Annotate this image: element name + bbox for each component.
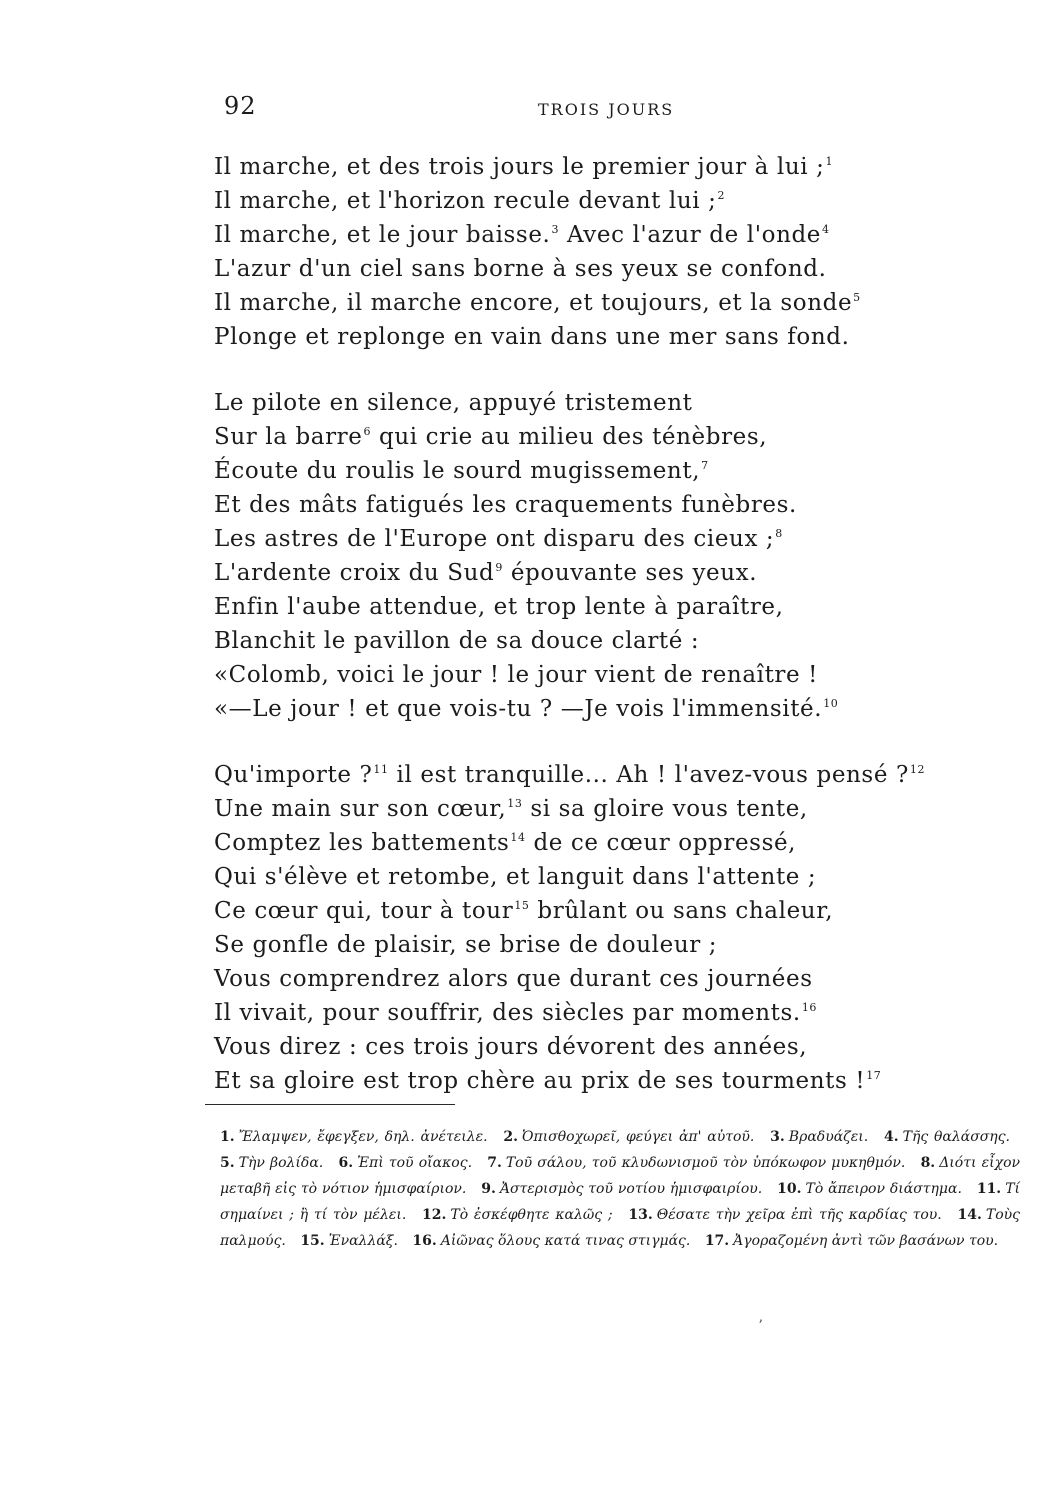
footnote-item	[300, 1233, 398, 1249]
footnote-text: Τοὺς παλμούς.	[220, 1207, 1021, 1249]
verse-line	[214, 894, 1014, 928]
verse-line	[214, 150, 1014, 184]
verse-line	[214, 624, 1014, 658]
footnote-text: Ἐναλλάξ.	[328, 1233, 398, 1249]
footnote-item	[487, 1155, 905, 1171]
footnote-text: Διότι εἶχον μεταβῆ εἰς τὸ νότιον ἡμισφαίριον.	[220, 1155, 1021, 1197]
verse-text: Vous comprendrez alors que durant ces journées	[214, 966, 813, 992]
verse-text: Qu'importe ?	[214, 762, 373, 788]
verse-line	[214, 692, 1014, 726]
footnote-reference: 14	[510, 831, 526, 844]
footnote-number: 8.	[920, 1155, 936, 1171]
footnote-item	[503, 1129, 754, 1145]
verse-text: L'azur d'un ciel sans borne à ses yeux se confond.	[214, 256, 827, 282]
verse-text: «—Le jour ! et que vois-tu ? —Je vois l'immensité.	[214, 696, 823, 722]
verse-text: de ce cœur oppressé,	[525, 830, 797, 856]
verse-text: Il vivait, pour souffrir, des siècles par moments.	[214, 1000, 801, 1026]
verse-line	[214, 792, 1014, 826]
verse-text: Plonge et replonge en vain dans une mer sans fond.	[214, 324, 850, 350]
footnote-item	[770, 1129, 868, 1145]
footnote-text: Αἰῶνας ὅλους κατά τινας στιγμάς.	[440, 1233, 691, 1249]
footnote-number: 2.	[503, 1129, 519, 1145]
footnote-text: Τὸ ἄπειρον διάστημα.	[805, 1181, 962, 1197]
verse-text: Ce cœur qui, tour à tour	[214, 898, 514, 924]
verse-line	[214, 286, 1014, 320]
verse-line	[214, 454, 1014, 488]
stanza	[214, 758, 1014, 1098]
verse-text: Enfin l'aube attendue, et trop lente à paraître,	[214, 594, 784, 620]
footnote-text: Τὴν βολίδα.	[238, 1155, 324, 1171]
verse-line	[214, 996, 1014, 1030]
footnote-text: Τὸ ἐσκέφθητε καλῶς ;	[450, 1207, 613, 1223]
verse-line	[214, 184, 1014, 218]
footnote-text: Τοῦ σάλου, τοῦ κλυδωνισμοῦ τὸν ὑπόκωφον μυκηθμόν.	[505, 1155, 906, 1171]
verse-text: Les astres de l'Europe ont disparu des cieux ;	[214, 526, 775, 552]
footnote-item	[628, 1207, 941, 1223]
footnote-item	[220, 1155, 323, 1171]
verse-text: «Colomb, voici le jour ! le jour vient de renaître !	[214, 662, 818, 688]
footnote-number: 6.	[338, 1155, 354, 1171]
verse-text: Il marche, et le jour baisse.	[214, 222, 551, 248]
footnote-item	[481, 1181, 762, 1197]
verse-text: Sur la barre	[214, 424, 363, 450]
footnote-number: 17.	[704, 1233, 730, 1249]
footnote-reference: 1	[825, 155, 834, 168]
footnote-item	[705, 1233, 998, 1249]
verse-text: brûlant ou sans chaleur,	[529, 898, 834, 924]
footnote-item	[220, 1129, 488, 1145]
footnote-number: 4.	[884, 1129, 899, 1145]
footnote-reference: 13	[507, 797, 523, 810]
page-number: 92	[224, 92, 257, 120]
verse-line	[214, 556, 1014, 590]
verse-line	[214, 488, 1014, 522]
verse-text: Il marche, et l'horizon recule devant lui ;	[214, 188, 717, 214]
footnote-reference: 3	[551, 223, 560, 236]
verse-line	[214, 962, 1014, 996]
footnote-reference: 5	[853, 291, 861, 304]
verse-text: Se gonfle de plaisir, se brise de douleur ;	[214, 932, 718, 958]
verse-line	[214, 826, 1014, 860]
verse-text: Il marche, et des trois jours le premier jour à lui ;	[214, 154, 825, 180]
footnote-item	[412, 1233, 690, 1249]
footnote-reference: 15	[514, 899, 530, 912]
verse-text: Écoute du roulis le sourd mugissement,	[214, 458, 701, 484]
footnote-number: 10.	[777, 1181, 802, 1197]
footnote-number: 15.	[300, 1233, 325, 1249]
footnote-text: Ἔλαμψεν, ἔφεγξεν, δηλ. ἀνέτειλε.	[238, 1129, 488, 1145]
footnote-number: 14.	[957, 1207, 982, 1223]
footnote-reference: 17	[866, 1069, 882, 1082]
verse-line	[214, 860, 1014, 894]
footnote-number: 16.	[412, 1233, 437, 1249]
verse-line	[214, 590, 1014, 624]
footnote-reference: 12	[909, 763, 926, 776]
footnote-reference: 10	[823, 697, 839, 710]
footnote-text: Ἀστερισμὸς τοῦ νοτίου ἡμισφαιρίου.	[499, 1181, 763, 1197]
footnote-item	[777, 1181, 962, 1197]
verse-text: Comptez les battements	[214, 830, 510, 856]
verse-text: Il marche, il marche encore, et toujours, et la sonde	[214, 290, 853, 316]
verse-text: Vous direz : ces trois jours dévorent des années,	[214, 1034, 808, 1060]
footnote-number: 5.	[220, 1155, 235, 1171]
verse-line	[214, 386, 1014, 420]
footnote-text: Ἀγοραζομένη ἀντὶ τῶν βασάνων του.	[733, 1233, 999, 1249]
footnotes-block	[220, 1124, 1020, 1254]
footnote-number: 9.	[481, 1181, 496, 1197]
footnote-item	[884, 1129, 1010, 1145]
footnote-reference: 9	[495, 561, 503, 574]
footnote-number: 7.	[487, 1155, 502, 1171]
verse-line	[214, 320, 1014, 354]
footnote-reference: 4	[822, 223, 830, 236]
verse-text: Qui s'élève et retombe, et languit dans l'attente ;	[214, 864, 817, 890]
verse-text: Une main sur son cœur,	[214, 796, 507, 822]
footnote-divider	[205, 1104, 455, 1105]
poem-body	[214, 150, 1014, 1098]
stray-mark: ʼ	[758, 1318, 763, 1334]
verse-line	[214, 758, 1014, 792]
verse-text: Blanchit le pavillon de sa douce clarté :	[214, 628, 700, 654]
footnote-item	[422, 1207, 613, 1223]
footnote-number: 3.	[770, 1129, 785, 1145]
footnote-number: 11.	[976, 1181, 1002, 1197]
stanza	[214, 150, 1014, 354]
verse-text: Le pilote en silence, appuyé tristement	[214, 390, 693, 416]
running-title: TROIS JOURS	[538, 100, 675, 119]
verse-line	[214, 1030, 1014, 1064]
verse-line	[214, 658, 1014, 692]
footnote-text: Ὀπισθοχωρεῖ, φεύγει ἀπ' αὐτοῦ.	[522, 1129, 755, 1145]
footnote-reference: 11	[373, 763, 389, 776]
footnote-reference: 7	[701, 459, 709, 472]
footnote-reference: 2	[717, 189, 726, 202]
footnote-text: Θέσατε τὴν χεῖρα ἐπὶ τῆς καρδίας του.	[656, 1207, 942, 1223]
footnote-reference: 6	[363, 425, 372, 438]
verse-text: Et sa gloire est trop chère au prix de ses tourments !	[214, 1068, 866, 1094]
footnote-reference: 8	[775, 527, 783, 540]
footnote-text: Τί σημαίνει ; ἢ τί τὸν μέλει.	[220, 1181, 1021, 1223]
verse-line	[214, 218, 1014, 252]
verse-line	[214, 928, 1014, 962]
footnote-reference: 16	[801, 1001, 818, 1014]
footnote-number: 1.	[220, 1129, 235, 1145]
footnote-number: 12.	[422, 1207, 447, 1223]
verse-text: qui crie au milieu des ténèbres,	[371, 424, 768, 450]
verse-text: si sa gloire vous tente,	[522, 796, 808, 822]
verse-text: L'ardente croix du Sud	[214, 560, 495, 586]
stanza	[214, 386, 1014, 726]
footnote-text: Βραδυάζει.	[788, 1129, 869, 1145]
verse-line	[214, 420, 1014, 454]
verse-line	[214, 522, 1014, 556]
footnote-item	[338, 1155, 472, 1171]
verse-text: épouvante ses yeux.	[502, 560, 758, 586]
verse-line	[214, 1064, 1014, 1098]
footnote-text: Ἐπὶ τοῦ οἴακος.	[357, 1155, 473, 1171]
footnote-text: Τῆς θαλάσσης.	[902, 1129, 1010, 1145]
footnote-number: 13.	[628, 1207, 653, 1223]
verse-text: Avec l'azur de l'onde	[559, 222, 822, 248]
verse-text: Et des mâts fatigués les craquements funèbres.	[214, 492, 797, 518]
verse-text: il est tranquille... Ah ! l'avez-vous pensé ?	[388, 762, 909, 788]
verse-line	[214, 252, 1014, 286]
